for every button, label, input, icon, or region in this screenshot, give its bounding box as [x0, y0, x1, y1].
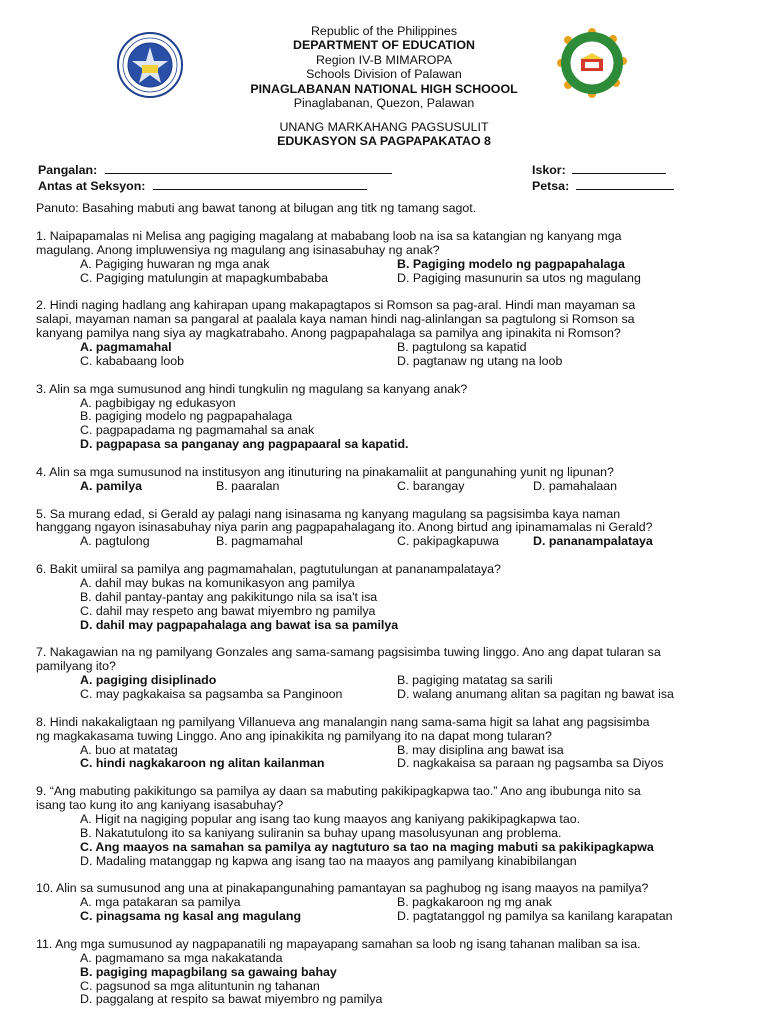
question-stem-line: magulang. Anong impluwensiya ng magulang ang isinasabuhay ng anak?	[36, 242, 440, 257]
option-a[interactable]: A. pagbibigay ng edukasyon	[80, 395, 236, 410]
question-9	[36, 785, 736, 868]
question-10	[36, 882, 736, 924]
question-stem-line: 2. Hindi naging hadlang ang kahirapan upang makapagtapos si Romson sa pag-aral. Hindi man mayaman sa	[36, 298, 636, 313]
score-label: Iskor:	[532, 163, 566, 177]
option-c[interactable]: C. dahil may respeto ang bawat miyembro ng pamilya	[80, 603, 376, 618]
option-a[interactable]: A. pagiging disiplinado	[80, 673, 217, 688]
option-c[interactable]: C. pagsunod sa mga alituntunin ng tahanan	[80, 978, 320, 993]
question-stem-line: 11. Ang mga sumusunod ay nagpapanatili ng mapayapang samahan sa loob ng isang tahanan maliban sa isa.	[36, 936, 641, 951]
option-b[interactable]: B. paaralan	[216, 478, 280, 493]
date-field[interactable]	[532, 178, 674, 194]
option-c[interactable]: C. pakipagkapuwa	[397, 534, 499, 549]
region-line: Region IV-B MIMAROPA	[315, 52, 453, 67]
question-stem-line: isang tao kung ito ang kaniyang isasabuhay?	[36, 798, 284, 813]
student-fields-left	[38, 162, 392, 193]
question-stem-line: 5. Sa murang edad, si Gerald ay palagi nang isinasama ng kanyang magulang sa pagsisimba kaya naman	[36, 506, 621, 521]
exam-content	[36, 202, 736, 1021]
question-5	[36, 508, 736, 550]
option-d[interactable]: D. pagpapasa sa panganay ang pagpapaaral sa kapatid.	[80, 437, 409, 452]
option-b[interactable]: B. dahil pantay-pantay ang pakikitungo nila sa isa't isa	[80, 589, 378, 604]
question-stem-line: salapi, mayaman naman sa pangaral at paalala kaya naman hindi nag-alinlangan sa pagtulong si Romson sa	[36, 312, 635, 327]
option-b[interactable]: B. Pagiging modelo ng pagpapahalaga	[397, 256, 625, 271]
option-c[interactable]: C. may pagkakaisa sa pagsamba sa Panginoon	[80, 687, 343, 702]
option-b[interactable]: B. Nakatutulong ito sa kaniyang suliranin sa buhay upang masolusyunan ang problema.	[80, 825, 562, 840]
question-1	[36, 230, 736, 286]
option-c[interactable]: C. Pagiging matulungin at mapagkumbababa	[80, 270, 328, 285]
score-field[interactable]	[532, 162, 674, 178]
name-label: Pangalan:	[38, 163, 98, 177]
option-b[interactable]: B. may disiplina ang bawat isa	[397, 742, 564, 757]
section-label: Antas at Seksyon:	[38, 178, 146, 193]
option-d[interactable]: D. nagkakaisa sa paraan ng pagsamba sa Diyos	[397, 756, 664, 771]
student-fields-right	[532, 162, 674, 193]
question-2	[36, 299, 736, 369]
question-stem-line: 8. Hindi nakakaligtaan ng pamilyang Villanueva ang manalangin nang sama-sama higit sa lahat ang pagsisimba	[36, 714, 650, 729]
option-a[interactable]: A. pagmamahal	[80, 340, 172, 355]
option-b[interactable]: B. pagiging matatag sa sarili	[397, 673, 553, 688]
question-stem-line: pamilyang ito?	[36, 659, 116, 674]
option-a[interactable]: A. dahil may bukas na komunikasyon ang pamilya	[80, 575, 355, 590]
section-field[interactable]	[38, 178, 392, 194]
school-address: Pinaglabanan, Quezon, Palawan	[293, 96, 475, 111]
question-stem-line: 7. Nakagawian na ng pamilyang Gonzales ang sama-samang pagsisimba tuwing linggo. Ano ang dapat tularan sa	[36, 645, 661, 660]
option-a[interactable]: A. buo at matatag	[80, 742, 178, 757]
name-blank[interactable]	[105, 162, 392, 174]
option-d[interactable]: D. paggalang at respito sa bawat miyembro ng pamilya	[80, 992, 383, 1007]
option-d[interactable]: D. pananampalataya	[533, 534, 653, 549]
option-a[interactable]: A. pagmamano sa mga nakakatanda	[80, 950, 283, 965]
option-a[interactable]: A. Pagiging huwaran ng mga anak	[80, 256, 270, 271]
country-line: Republic of the Philippines	[310, 24, 458, 38]
question-8	[36, 716, 736, 772]
option-d[interactable]: D. pagtatanggol ng pamilya sa kanilang karapatan	[397, 909, 673, 924]
option-b[interactable]: B. pagtulong sa kapatid	[397, 340, 527, 355]
exam-subject: EDUKASYON SA PAGPAPAKATAO 8	[277, 134, 491, 148]
question-stem-line: 10. Alin sa sumusunod ang una at pinakapangunahing pamantayan sa paghubog ng isang maayos na pamilya?	[36, 881, 649, 896]
question-11	[36, 938, 736, 1008]
option-b[interactable]: B. pagiging mapagbilang sa gawaing bahay	[80, 964, 337, 979]
division-line: Schools Division of Palawan	[306, 67, 462, 82]
department-line: DEPARTMENT OF EDUCATION	[293, 38, 475, 53]
option-c[interactable]: C. kababaang loob	[80, 353, 185, 368]
option-d[interactable]: D. pagtanaw ng utang na loob	[397, 353, 563, 368]
option-a[interactable]: A. mga patakaran sa pamilya	[80, 895, 241, 910]
option-c[interactable]: C. pinagsama ng kasal ang magulang	[80, 909, 302, 924]
question-7	[36, 646, 736, 702]
question-stem-line: 9. “Ang mabuting pakikitungo sa pamilya ay daan sa mabuting pakikipagkapwa tao.” Ano ang ibubunga nito sa	[36, 784, 641, 799]
option-b[interactable]: B. pagmamahal	[216, 534, 303, 549]
option-d[interactable]: D. Madaling matanggap ng kapwa ang isang tao na maayos ang pamilyang kinabibilangan	[80, 853, 577, 868]
question-stem-line: hanggang ngayon isinasabuhay niya parin ang pagpapahalagang ito. Anong birtud ang ipinamamalas ni Gerald?	[36, 520, 653, 535]
question-stem-line: 4. Alin sa mga sumusunod na institusyon ang itinuturing na pinakamaliit at pangunahing yunit ng lipunan?	[36, 464, 614, 479]
option-c[interactable]: C. pagpapadama ng pagmamahal sa anak	[80, 423, 315, 438]
score-blank[interactable]	[572, 162, 666, 174]
question-stem-line: 1. Naipapamalas ni Melisa ang pagiging magalang at mababang loob na isa sa katangian ng kanyang mga	[36, 228, 622, 243]
option-d[interactable]: D. pamahalaan	[533, 478, 618, 493]
option-a[interactable]: A. pagtulong	[80, 534, 150, 549]
question-4	[36, 466, 736, 494]
option-a[interactable]: A. Higit na nagiging popular ang isang tao kung maayos ang kaniyang pakikipagkapwa tao.	[80, 811, 581, 826]
date-blank[interactable]	[576, 178, 674, 190]
exam-title-block	[0, 120, 768, 148]
question-6	[36, 563, 736, 633]
option-c[interactable]: C. Ang maayos na samahan sa pamilya ay nagtuturo sa tao na maging mabuti sa pakikipagkapwa	[80, 839, 654, 854]
section-blank[interactable]	[153, 178, 367, 190]
option-b[interactable]: B. pagkakaroon ng mg anak	[397, 895, 552, 910]
instructions: Panuto: Basahing mabuti ang bawat tanong at bilugan ang titk ng tamang sagot.	[36, 201, 477, 215]
option-d[interactable]: D. dahil may pagpapahalaga ang bawat isa sa pamilya	[80, 617, 399, 632]
option-c[interactable]: C. barangay	[397, 478, 465, 493]
question-stem-line: kanyang pamilya nang siya ay magkatrabaho. Anong pagpapahalaga sa pamilya ang ipinakita ni Romson?	[36, 326, 621, 341]
question-stem-line: 6. Bakit umiiral sa pamilya ang pagmamahalan, pagtutulungan at pananampalataya?	[36, 562, 501, 577]
option-d[interactable]: D. walang anumang alitan sa pagitan ng bawat isa	[397, 687, 674, 702]
option-b[interactable]: B. pagiging modelo ng pagpapahalaga	[80, 409, 293, 424]
option-d[interactable]: D. Pagiging masunurin sa utos ng magulang	[397, 270, 641, 285]
question-3	[36, 383, 736, 453]
question-stem-line: ng magkakasama tuwing Linggo. Ano ang ipinakikita ng pamilyang ito na dapat mong tularan?	[36, 728, 552, 743]
date-label: Petsa:	[532, 178, 570, 193]
question-stem-line: 3. Alin sa mga sumusunod ang hindi tungkulin ng magulang sa kanyang anak?	[36, 381, 468, 396]
name-field[interactable]	[38, 162, 392, 178]
option-a[interactable]: A. pamilya	[80, 478, 142, 493]
school-name: PINAGLABANAN NATIONAL HIGH SCHOOOL	[250, 81, 518, 96]
exam-title: UNANG MARKAHANG PAGSUSULIT	[279, 120, 489, 134]
school-header	[0, 24, 768, 110]
option-c[interactable]: C. hindi nagkakaroon ng alitan kailanman	[80, 756, 325, 771]
